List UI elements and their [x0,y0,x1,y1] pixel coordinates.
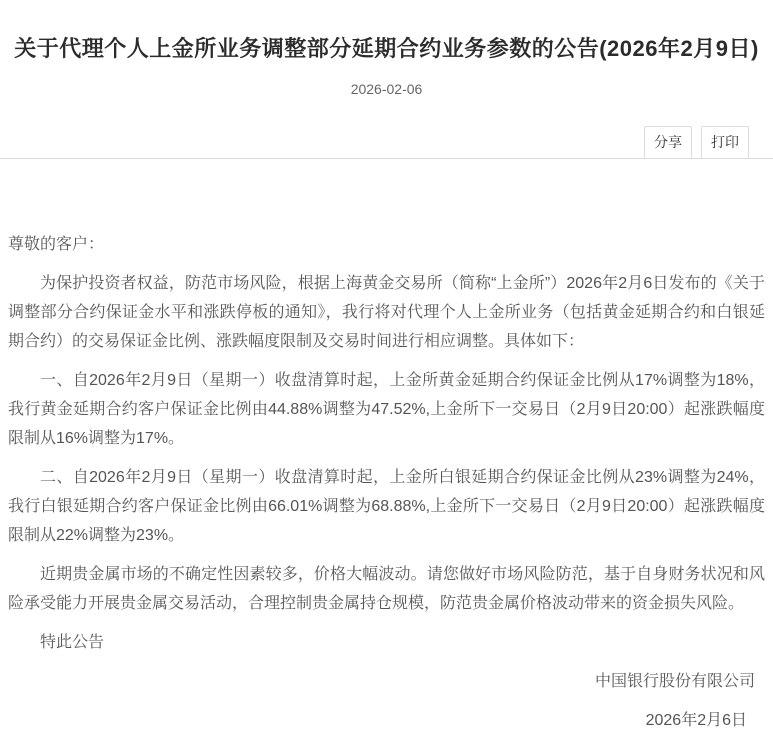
announcement-body [0,230,773,735]
paragraph-item-gold: 一、自2026年2月9日（星期一）收盘清算时起，上金所黄金延期合约保证金比例从17%调整为18%，我行黄金延期合约客户保证金比例由44.88%调整为47.52%,上金所下一交易日（2月9日20:00）起涨跌幅度限制从16%调整为17%。 [8,372,765,447]
paragraph-risk-notice: 近期贵金属市场的不确定性因素较多，价格大幅波动。请您做好市场风险防范，基于自身财务状况和风险承受能力开展贵金属交易活动，合理控制贵金属持仓规模，防范贵金属价格波动带来的资金损失风险。 [8,566,765,612]
paragraph-item-silver: 二、自2026年2月9日（星期一）收盘清算时起，上金所白银延期合约保证金比例从23%调整为24%，我行白银延期合约客户保证金比例由66.01%调整为68.88%,上金所下一交易日（2月9日20:00）起涨跌幅度限制从22%调整为23%。 [8,469,765,544]
share-button[interactable]: 分享 [644,126,692,159]
page-title: 关于代理个人上金所业务调整部分延期合约业务参数的公告(2026年2月9日) [14,36,759,61]
salutation: 尊敬的客户： [8,236,105,253]
publish-date: 2026-02-06 [350,81,423,97]
print-button[interactable]: 打印 [701,126,749,159]
signature-date: 2026年2月6日 [645,712,747,729]
toolbar [0,126,773,159]
paragraph-intro: 为保护投资者权益，防范市场风险，根据上海黄金交易所（简称“上金所”）2026年2月6日发布的《关于调整部分合约保证金水平和涨跌停板的通知》，我行将对代理个人上金所业务（包括黄金延期合约和白银延期合约）的交易保证金比例、涨跌幅度限制及交易时间进行相应调整。具体如下： [8,275,765,350]
closing-statement: 特此公告 [40,634,105,651]
signature-company: 中国银行股份有限公司 [594,673,755,690]
